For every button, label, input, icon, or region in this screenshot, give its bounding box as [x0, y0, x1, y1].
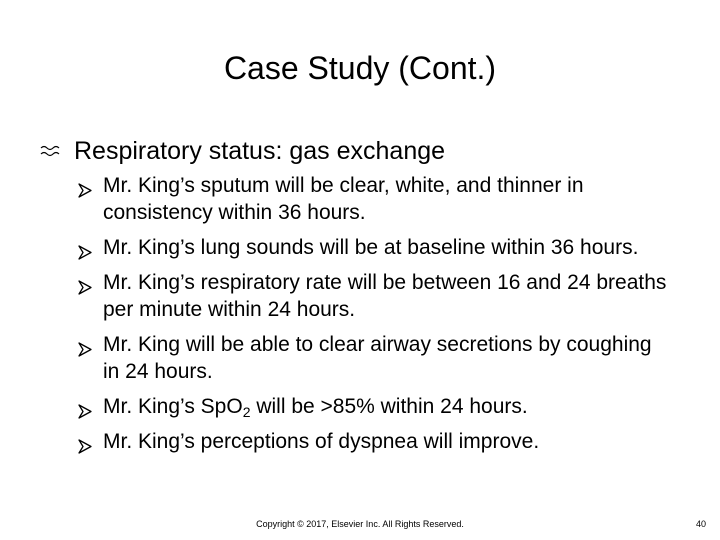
- arrowhead-bullet-icon: [78, 399, 92, 414]
- list-item-text: Mr. King’s respiratory rate will be between 16 and 24 breaths per minute within 24 hours.: [103, 271, 667, 321]
- list-item-text: Mr. King’s sputum will be clear, white, and thinner in consistency within 36 hours.: [103, 174, 584, 224]
- list-item: [78, 428, 673, 455]
- arrowhead-bullet-icon: [78, 240, 92, 255]
- wavy-bullet-icon: [40, 144, 60, 158]
- list-item-text: Mr. King will be able to clear airway secretions by coughing in 24 hours.: [103, 333, 652, 383]
- slide-title: Case Study (Cont.): [223, 50, 497, 86]
- list-item: [78, 234, 673, 261]
- page-number: 40: [695, 519, 706, 529]
- list-item-text-spo2-suffix: will be >85% within 24 hours.: [250, 395, 528, 418]
- arrowhead-bullet-icon: [78, 178, 92, 193]
- list-item-text: Mr. King’s perceptions of dyspnea will improve.: [103, 430, 540, 453]
- list-item-text-spo2-o: O: [226, 395, 243, 418]
- list-item-text-spo2-prefix: Mr. King’s Sp: [103, 395, 227, 418]
- main-bullet-text: Respiratory status: gas exchange: [74, 137, 446, 165]
- list-item-text: Mr. King’s lung sounds will be at baseline within 36 hours.: [103, 236, 639, 259]
- list-item: [78, 331, 673, 385]
- arrowhead-bullet-icon: [78, 337, 92, 352]
- list-item-text-spo2-subscript: 2: [242, 404, 251, 420]
- sub-bullet-list: [78, 172, 678, 463]
- list-item: [78, 393, 673, 420]
- arrowhead-bullet-icon: [78, 434, 92, 449]
- list-item: [78, 172, 673, 226]
- arrowhead-bullet-icon: [78, 275, 92, 290]
- copyright-footer: Copyright © 2017, Elsevier Inc. All Rights Reserved.: [256, 519, 464, 529]
- list-item: [78, 269, 673, 323]
